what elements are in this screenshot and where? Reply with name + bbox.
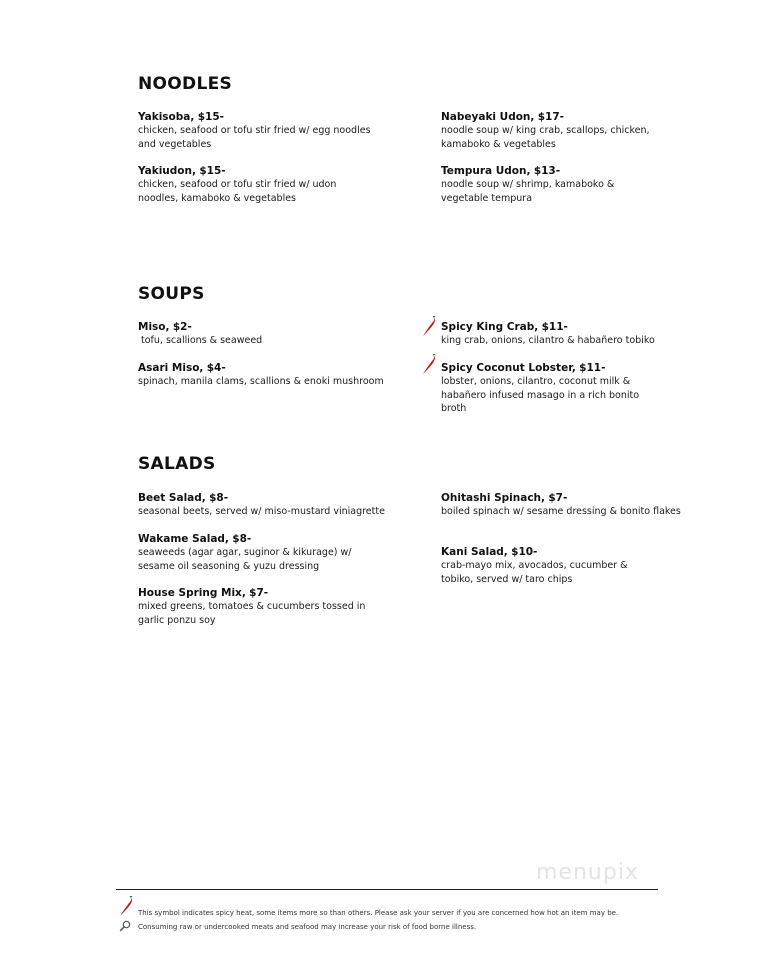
item-price: $13- [533,165,561,177]
item-description: mixed greens, tomatoes & cucumbers tossed in garlic ponzu soy [138,601,366,626]
item-description: spinach, manila clams, scallions & enoki mushroom [138,376,384,387]
menu-item-kani-salad [441,545,691,586]
footer-divider [116,889,658,890]
item-price: $4- [206,362,226,374]
menu-item-tempura-udon [441,164,691,205]
item-name: Beet Salad, [138,492,206,504]
item-name: Yakiudon, [138,165,196,177]
item-description: noodle soup w/ king crab, scallops, chicken, kamaboko & vegetables [441,125,650,150]
item-price: $11- [541,321,568,333]
item-description: king crab, onions, cilantro & habañero tobiko [441,335,655,346]
item-price: $10- [511,546,538,558]
item-name: Yakisoba, [138,111,195,123]
item-description: chicken, seafood or tofu stir fried w/ udon noodles, kamaboko & vegetables [138,179,337,204]
item-name: Wakame Salad, [138,533,229,545]
menu-item-spicy-coconut-lobster [441,361,691,416]
menu-item-spicy-king-crab [441,320,691,348]
menu-item-nabeyaki-udon [441,110,691,151]
item-name: Spicy King Crab, [441,321,539,333]
item-name: Kani Salad, [441,546,508,558]
item-description: seasonal beets, served w/ miso-mustard viniagrette [138,506,385,517]
raw-food-note: Consuming raw or undercooked meats and seafood may increase your risk of food borne illness. [138,923,477,931]
item-name: House Spring Mix, [138,587,246,599]
menu-item-wakame-salad [138,532,388,573]
section-title-salads: SALADS [138,454,216,474]
item-name: Miso, [138,321,170,333]
item-name: Spicy Coconut Lobster, [441,362,576,374]
item-price: $8- [209,492,229,504]
item-description: chicken, seafood or tofu stir fried w/ egg noodles and vegetables [138,125,371,150]
item-name: Asari Miso, [138,362,204,374]
menu-item-ohitashi-spinach [441,491,691,519]
item-description: boiled spinach w/ sesame dressing & bonito flakes [441,506,681,517]
chili-pepper-icon [421,316,437,338]
item-description: lobster, onions, cilantro, coconut milk & habañero infused masago in a rich bonito broth [441,376,640,414]
item-price: $8- [232,533,252,545]
menu-item-asari-miso [138,361,388,389]
item-price: $15- [199,165,226,177]
item-name: Tempura Udon, [441,165,531,177]
item-description: noodle soup w/ shrimp, kamaboko & vegetable tempura [441,179,615,204]
item-name: Ohitashi Spinach, [441,492,546,504]
item-price: $2- [172,321,192,333]
magnifier-icon [119,920,131,932]
chili-pepper-icon [421,354,437,376]
spicy-note: This symbol indicates spicy heat, some items more so than others. Please ask your server if you are concerned how hot an item may be. [138,909,619,917]
menu-item-beet-salad [138,491,388,519]
chili-pepper-icon [118,896,134,918]
section-title-noodles: NOODLES [138,74,233,94]
item-price: $11- [579,362,606,374]
item-price: $7- [249,587,269,599]
menu-item-miso [138,320,388,348]
item-price: $15- [197,111,224,123]
item-price: $17- [537,111,565,123]
watermark: menupix [536,860,639,885]
menu-item-yakiudon [138,164,388,205]
section-title-soups: SOUPS [138,284,205,304]
item-description: crab-mayo mix, avocados, cucumber & tobiko, served w/ taro chips [441,560,628,585]
item-description: seaweeds (agar agar, suginor & kikurage) w/ sesame oil seasoning & yuzu dressing [138,547,352,572]
item-price: $7- [548,492,568,504]
menu-item-yakisoba [138,110,388,151]
item-description: tofu, scallions & seaweed [138,335,263,346]
item-name: Nabeyaki Udon, [441,111,535,123]
menu-item-house-spring-mix [138,586,388,627]
